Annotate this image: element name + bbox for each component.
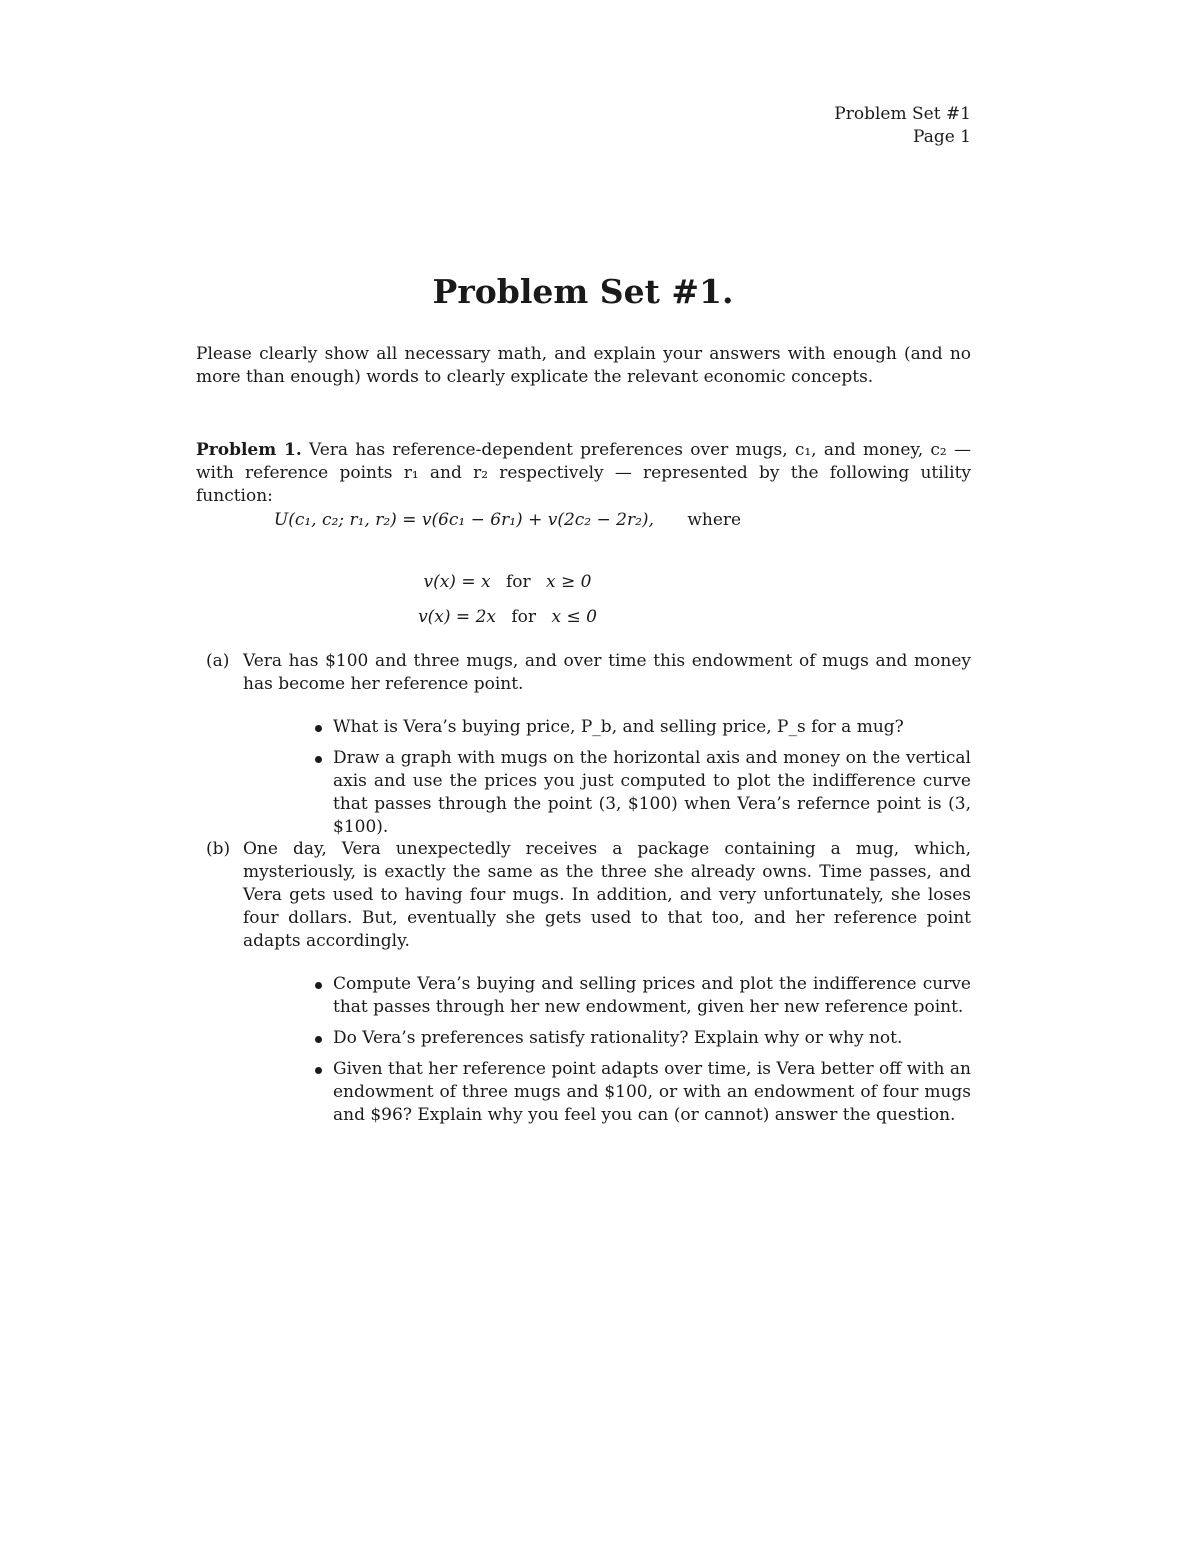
bullet-icon: [315, 725, 322, 732]
list-item: [333, 1027, 971, 1050]
problem-1-label: Problem 1.: [196, 440, 302, 460]
value-function-losses-for: for: [511, 607, 537, 627]
list-item: [333, 1058, 971, 1127]
part-a-bullet-2: Draw a graph with mugs on the horizontal axis and money on the vertical axis and use the prices you just computed to plot the indifference curve that passes through the point (3, $100) when Vera’s refernce point is (3, $100).: [333, 748, 971, 837]
part-a: [196, 650, 971, 847]
bullet-icon: [315, 982, 322, 989]
value-function-losses-condition: x ≤ 0: [551, 607, 597, 627]
value-function-losses-lhs: v(x) = 2x: [418, 607, 496, 627]
part-b-bullet-1: Compute Vera’s buying and selling prices and plot the indifference curve that passes through her new endowment, given her new reference point.: [333, 974, 971, 1017]
header-page-number: Page 1: [913, 127, 971, 147]
part-a-bullet-list: [243, 716, 971, 839]
part-b-bullet-3: Given that her reference point adapts over time, is Vera better off with an endowment of three mugs and $100, or with an endowment of four mugs and $96? Explain why you feel you can (or cannot) answer the question.: [333, 1059, 971, 1125]
utility-function-formula: U(c₁, c₂; r₁, r₂) = v(6c₁ − 6r₁) + v(2c₂ − 2r₂),: [273, 510, 654, 530]
instructions-paragraph: Please clearly show all necessary math, and explain your answers with enough (and no more than enough) words to clearly explicate the relevant economic concepts.: [196, 344, 971, 387]
bullet-icon: [315, 1036, 322, 1043]
utility-function-where: where: [687, 510, 742, 530]
bullet-icon: [315, 1067, 322, 1074]
list-item: [333, 747, 971, 839]
value-function-gains: [0, 571, 1015, 594]
header-problem-set: Problem Set #1: [834, 104, 971, 124]
part-a-bullet-1: What is Vera’s buying price, P_b, and selling price, P_s for a mug?: [333, 717, 904, 737]
problem-1-statement: [196, 439, 971, 508]
part-b-text: One day, Vera unexpectedly receives a package containing a mug, which, mysteriously, is exactly the same as the three she already owns. Time passes, and Vera gets used to having four mugs. In addition, and very unfortunately, she loses four dollars. But, eventually she gets used to that too, and her reference point adapts accordingly.: [243, 839, 971, 951]
problem-1-text: Vera has reference-dependent preferences over mugs, c₁, and money, c₂ — with reference points r₁ and r₂ respectively — represented by the following utility function:: [196, 440, 971, 506]
part-b: [196, 838, 971, 1135]
value-function-losses: [0, 606, 1015, 629]
part-b-label: (b): [206, 839, 231, 859]
part-a-label: (a): [206, 651, 230, 671]
list-item: [333, 716, 971, 739]
bullet-icon: [315, 756, 322, 763]
part-b-bullet-list: [243, 973, 971, 1127]
list-item: [333, 973, 971, 1019]
document-title: Problem Set #1.: [432, 272, 734, 311]
value-function-gains-lhs: v(x) = x: [423, 572, 491, 592]
part-b-bullet-2: Do Vera’s preferences satisfy rationality? Explain why or why not.: [333, 1028, 903, 1048]
utility-function-equation: [0, 509, 1015, 532]
value-function-gains-condition: x ≥ 0: [546, 572, 592, 592]
page-header: [834, 103, 971, 149]
value-function-gains-for: for: [505, 572, 531, 592]
part-a-text: Vera has $100 and three mugs, and over time this endowment of mugs and money has become her reference point.: [243, 651, 971, 694]
